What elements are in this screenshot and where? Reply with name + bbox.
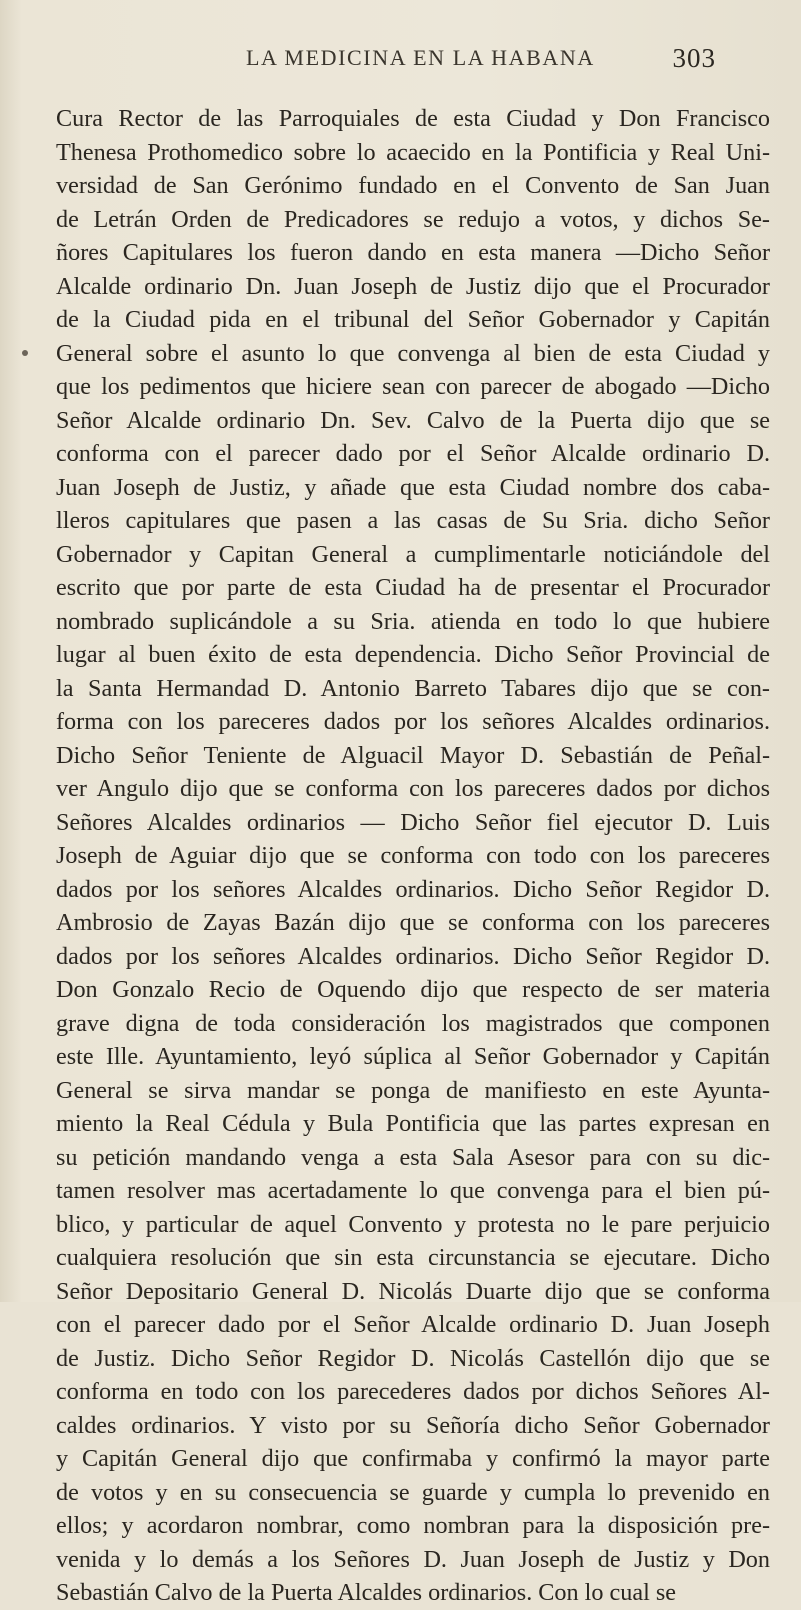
text-line: Dicho Señor Teniente de Alguacil Mayor D. Sebastián de Peñal- xyxy=(56,741,770,769)
text-line: cualquiera resolución que sin esta circunstancia se ejecutare. Dicho xyxy=(56,1244,770,1271)
text-line: con el parecer dado por el Señor Alcalde ordinario D. Juan Joseph xyxy=(56,1311,770,1338)
text-line: de la Ciudad pida en el tribunal del Señor Gobernador y Capitán xyxy=(56,306,770,333)
text-line: lleros capitulares que pasen a las casas de Su Sria. dicho Señor xyxy=(56,507,770,534)
text-line: forma con los pareceres dados por los señores Alcaldes ordinarios. xyxy=(56,708,770,735)
text-line: que los pedimentos que hiciere sean con parecer de abogado —Dicho xyxy=(56,373,770,400)
text-line: Ambrosio de Zayas Bazán dijo que se conforma con los pareceres xyxy=(56,909,770,936)
text-line: de votos y en su consecuencia se guarde y cumpla lo prevenido en xyxy=(56,1478,770,1506)
text-line: venida y lo demás a los Señores D. Juan Joseph de Justiz y Don xyxy=(56,1545,770,1573)
text-line: ellos; y acordaron nombrar, como nombran para la disposición pre- xyxy=(56,1512,770,1539)
text-line: Joseph de Aguiar dijo que se conforma con todo con los pareceres xyxy=(56,842,770,869)
text-line: de Justiz. Dicho Señor Regidor D. Nicolás Castellón dijo que se xyxy=(56,1344,770,1372)
text-line: de Letrán Orden de Predicadores se redujo a votos, y dichos Se- xyxy=(56,205,770,233)
text-line: nombrado suplicándole a su Sria. atienda en todo lo que hubiere xyxy=(56,607,770,635)
text-line: la Santa Hermandad D. Antonio Barreto Tabares dijo que se con- xyxy=(56,674,770,702)
text-line: Cura Rector de las Parroquiales de esta Ciudad y Don Francisco xyxy=(56,105,770,132)
text-line: conforma con el parecer dado por el Señor Alcalde ordinario D. xyxy=(56,440,770,467)
gutter-mark xyxy=(22,350,28,356)
text-line: escrito que por parte de esta Ciudad ha de presentar el Procurador xyxy=(56,574,770,601)
text-line: tamen resolver mas acertadamente lo que convenga para el bien pú- xyxy=(56,1177,770,1204)
text-line: Don Gonzalo Recio de Oquendo dijo que respecto de ser materia xyxy=(56,976,770,1003)
text-line: Sebastián Calvo de la Puerta Alcaldes ordinarios. Con lo cual se xyxy=(56,1579,676,1606)
text-line: blico, y particular de aquel Convento y protesta no le pare perjuicio xyxy=(56,1210,770,1238)
text-line: y Capitán General dijo que confirmaba y confirmó la mayor parte xyxy=(56,1445,770,1472)
text-line: dados por los señores Alcaldes ordinarios. Dicho Señor Regidor D. xyxy=(56,942,770,970)
text-line: conforma en todo con los parecederes dados por dichos Señores Al- xyxy=(56,1378,770,1405)
body-text xyxy=(56,102,770,1610)
text-line: ver Angulo dijo que se conforma con los pareceres dados por dichos xyxy=(56,775,770,802)
text-line: ñores Capitulares los fueron dando en esta manera —Dicho Señor xyxy=(56,239,770,266)
text-line: Señores Alcaldes ordinarios — Dicho Señor fiel ejecutor D. Luis xyxy=(56,808,770,836)
text-line: lugar al buen éxito de esta dependencia. Dicho Señor Provincial de xyxy=(56,641,770,668)
text-line: Alcalde ordinario Dn. Juan Joseph de Justiz dijo que el Procurador xyxy=(56,272,770,300)
text-line: caldes ordinarios. Y visto por su Señoría dicho Señor Gobernador xyxy=(56,1411,770,1439)
running-header xyxy=(246,36,716,80)
text-line: miento la Real Cédula y Bula Pontificia que las partes expresan en xyxy=(56,1110,770,1137)
text-line: Gobernador y Capitan General a cumplimentarle noticiándole del xyxy=(56,540,770,568)
running-title: LA MEDICINA EN LA HABANA xyxy=(246,45,595,70)
text-line: Señor Depositario General D. Nicolás Duarte dijo que se conforma xyxy=(56,1277,770,1305)
text-line: grave digna de toda consideración los magistrados que componen xyxy=(56,1009,770,1037)
text-line: versidad de San Gerónimo fundado en el Convento de San Juan xyxy=(56,172,770,199)
text-line: General sobre el asunto lo que convenga al bien de esta Ciudad y xyxy=(56,339,770,367)
text-line: este Ille. Ayuntamiento, leyó súplica al Señor Gobernador y Capitán xyxy=(56,1043,770,1070)
text-line: su petición mandando venga a esta Sala Asesor para con su dic- xyxy=(56,1143,770,1171)
text-line: Juan Joseph de Justiz, y añade que esta Ciudad nombre dos caba- xyxy=(56,473,770,501)
text-line: Thenesa Prothomedico sobre lo acaecido en la Pontificia y Real Uni- xyxy=(56,138,770,166)
page-number: 303 xyxy=(672,42,716,73)
text-line: General se sirva mandar se ponga de manifiesto en este Ayunta- xyxy=(56,1076,770,1104)
text-line: dados por los señores Alcaldes ordinarios. Dicho Señor Regidor D. xyxy=(56,875,770,903)
text-line: Señor Alcalde ordinario Dn. Sev. Calvo de la Puerta dijo que se xyxy=(56,406,770,434)
